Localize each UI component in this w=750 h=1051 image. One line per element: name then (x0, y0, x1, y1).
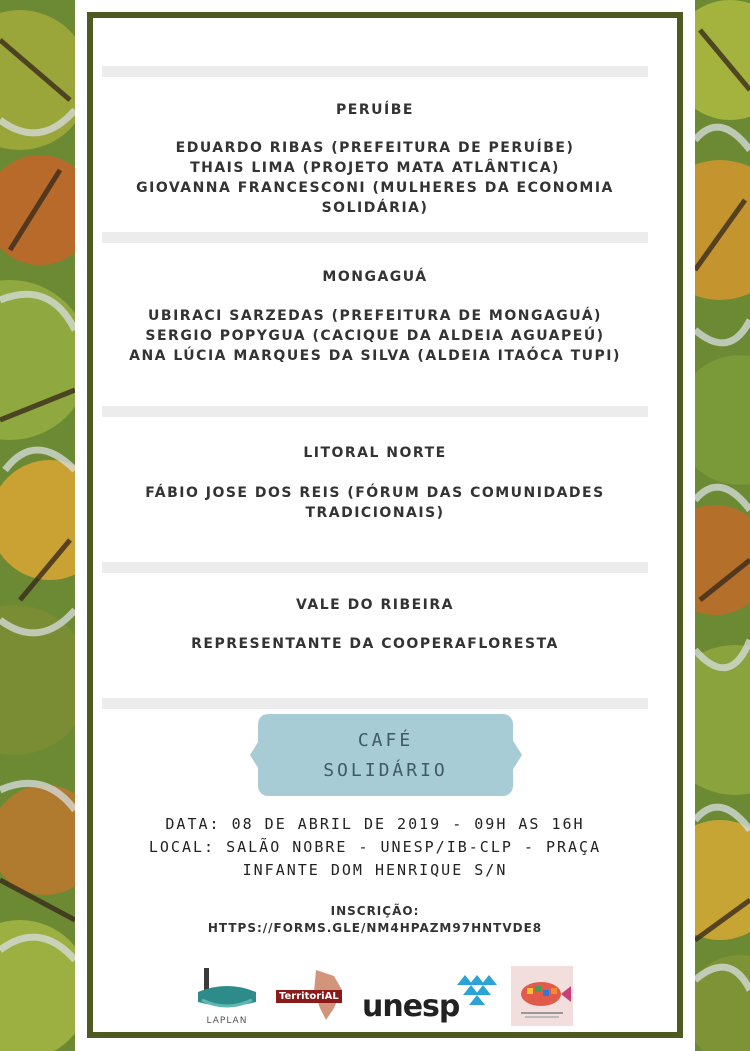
separator-bar (102, 66, 648, 77)
laplan-logo (196, 966, 258, 1024)
separator-bar (102, 232, 648, 243)
event-location-line2: INFANTE DOM HENRIQUE S/N (242, 861, 508, 879)
section-title-mongagua: MONGAGUÁ (322, 269, 428, 285)
event-date: DATA: 08 DE ABRIL DE 2019 - 09H AS 16H (165, 815, 585, 833)
banner-notch-right (512, 739, 522, 771)
separator-bar (102, 406, 648, 417)
participant-line: THAIS LIMA (PROJETO MATA ATLÂNTICA) (190, 160, 560, 176)
laplan-logo-text: LAPLAN (206, 1016, 248, 1026)
section-title-peruibe: PERUÍBE (336, 102, 414, 118)
participant-line: ANA LÚCIA MARQUES DA SILVA (ALDEIA ITAÓCA TUPI) (129, 348, 621, 364)
participant-line: GIOVANNA FRANCESCONI (MULHERES DA ECONOMIA (136, 180, 614, 196)
unesp-logo (362, 975, 502, 1025)
banner-text-line2: SOLIDÁRIO (323, 760, 448, 781)
separator-bar (102, 698, 648, 709)
territorial-logo (276, 968, 350, 1022)
participant-line: REPRESENTANTE DA COOPERAFLORESTA (191, 636, 559, 652)
participant-line: SERGIO POPYGUA (CACIQUE DA ALDEIA AGUAPEÚ) (145, 328, 605, 344)
separator-bar (102, 562, 648, 573)
colorful-fish-icon (511, 966, 573, 1026)
cafe-solidario-banner (258, 714, 513, 796)
section-title-vale-do-ribeira: VALE DO RIBEIRA (295, 597, 455, 613)
event-location-line1: LOCAL: SALÃO NOBRE - UNESP/IB-CLP - PRAÇA (148, 838, 602, 856)
unesp-triangles-icon (457, 975, 499, 1007)
banner-text-line1: CAFÉ (357, 730, 414, 751)
participant-line: TRADICIONAIS) (305, 505, 445, 521)
unesp-logo-text: unesp (362, 989, 460, 1024)
participant-line: EDUARDO RIBAS (PREFEITURA DE PERUÍBE) (175, 140, 575, 156)
territorial-logo-text: TerritoriAL (276, 990, 342, 1003)
registration-link[interactable]: HTTPS://FORMS.GLE/NM4HPAZM97HNTVDE8 (207, 921, 543, 935)
registration-label: INSCRIÇÃO: (330, 904, 420, 918)
section-title-litoral-norte: LITORAL NORTE (303, 445, 447, 461)
participant-line: UBIRACI SARZEDAS (PREFEITURA DE MONGAGUÁ) (148, 308, 602, 324)
participant-line: SOLIDÁRIA) (321, 200, 429, 216)
economia-solidaria-logo (511, 966, 573, 1026)
laplan-logo-icon (196, 966, 258, 1012)
participant-line: FÁBIO JOSE DOS REIS (FÓRUM DAS COMUNIDADES (145, 485, 605, 501)
